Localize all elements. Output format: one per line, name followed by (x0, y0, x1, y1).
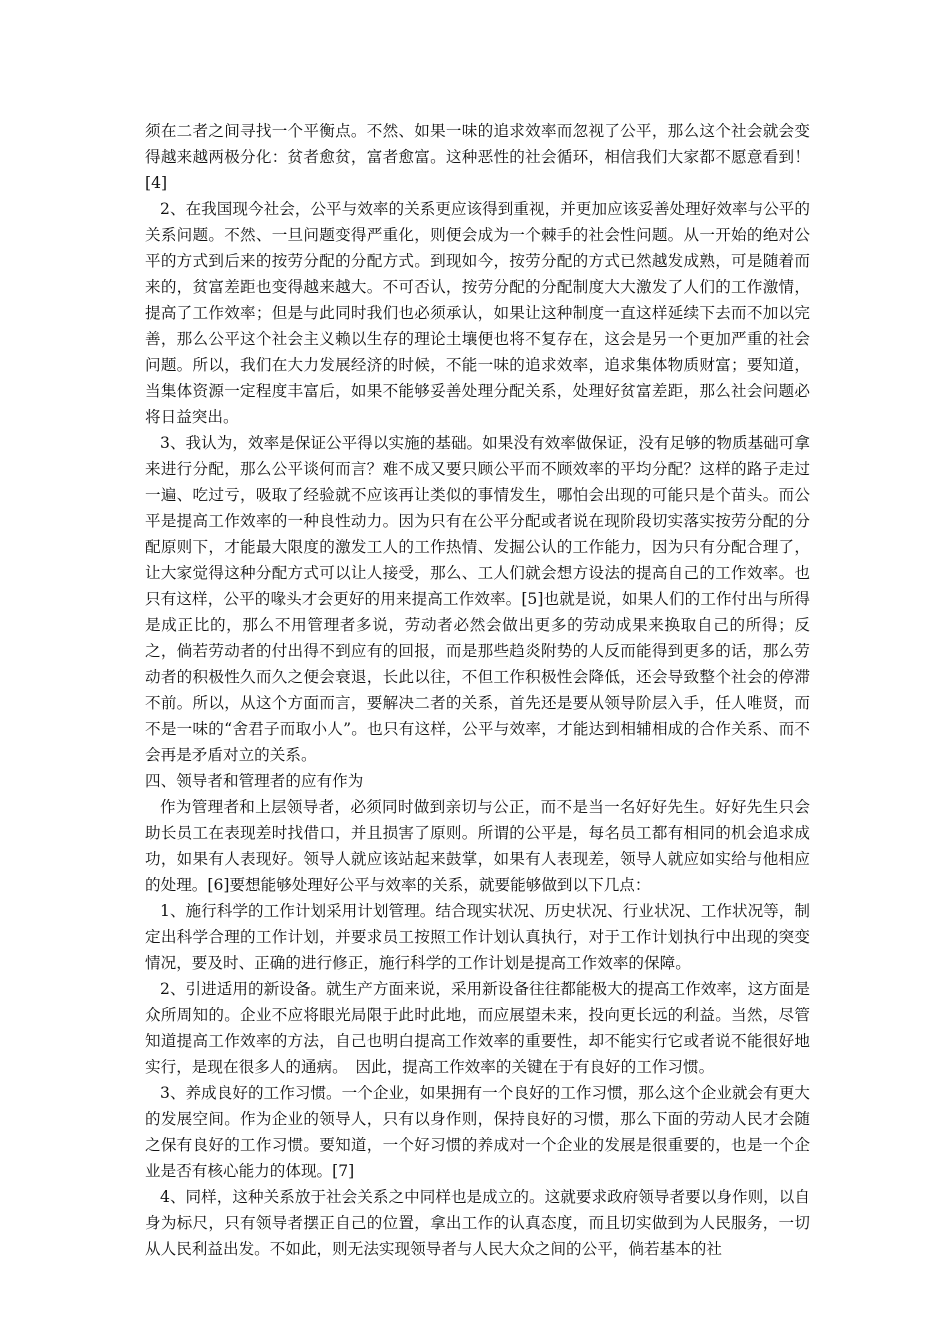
paragraph-item-4: 4、同样，这种关系放于社会关系之中同样也是成立的。这就要求政府领导者要以身作则，以自身为标尺，只有领导者摆正自己的位置，拿出工作的认真态度，而且切实做到为人民服务，一切从人民利益出发。不如此，则无法实现领导者与人民大众之间的公平，倘若基本的社 (145, 1188, 810, 1258)
paragraph-point-3: 3、我认为，效率是保证公平得以实施的基础。如果没有效率做保证，没有足够的物质基础可拿来进行分配，那么公平谈何而言？难不成又要只顾公平而不顾效率的平均分配？这样的路子走过一遍、吃过亏，吸取了经验就不应该再让类似的事情发生，哪怕会出现的可能只是个苗头。而公平是提高工作效率的一种良性动力。因为只有在公平分配或者说在现阶段切实落实按劳分配的分配原则下，才能最大限度的激发工人的工作热情、发掘公认的工作能力，因为只有分配合理了，让大家觉得这种分配方式可以让人接受，那么、工人们就会想方设法的提高自己的工作效率。也只有这样，公平的喙头才会更好的用来提高工作效率。[5]也就是说，如果人们的工作付出与所得是成正比的，那么不用管理者多说，劳动者必然会做出更多的劳动成果来换取自己的所得；反之，倘若劳动者的付出得不到应有的回报，而是那些趋炎附势的人反而能得到更多的话，那么劳动者的积极性久而久之便会衰退，长此以往，不但工作积极性会降低，还会导致整个社会的停滞不前。所以，从这个方面而言，要解决二者的关系，首先还是要从领导阶层入手，任人唯贤，而不是一味的“舍君子而取小人”。也只有这样，公平与效率，才能达到相辅相成的合作关系、而不会再是矛盾对立的关系。 (145, 434, 810, 764)
document-body (145, 118, 810, 1262)
section-heading: 四、领导者和管理者的应有作为 (145, 772, 364, 790)
paragraph-point-2: 2、在我国现今社会，公平与效率的关系更应该得到重视，并更加应该妥善处理好效率与公平的关系问题。不然、一旦问题变得严重化，则便会成为一个棘手的社会性问题。从一开始的绝对公平的方式到后来的按劳分配的分配方式。到现如今，按劳分配的方式已然越发成熟，可是随着而来的，贫富差距也变得越来越大。不可否认，按劳分配的分配制度大大激发了人们的工作激情，提高了工作效率；但是与此同时我们也必须承认，如果让这种制度一直这样延续下去而不加以完善，那么公平这个社会主义赖以生存的理论土壤便也将不复存在，这会是另一个更加严重的社会问题。所以，我们在大力发展经济的时候，不能一味的追求效率，追求集体物质财富；要知道，当集体资源一定程度丰富后，如果不能够妥善处理分配关系，处理好贫富差距，那么社会问题必将日益突出。 (145, 200, 810, 426)
paragraph-item-3: 3、养成良好的工作习惯。一个企业，如果拥有一个良好的工作习惯，那么这个企业就会有更大的发展空间。作为企业的领导人，只有以身作则，保持良好的习惯，那么下面的劳动人民才会随之保有良好的工作习惯。要知道，一个好习惯的养成对一个企业的发展是很重要的，也是一个企业是否有核心能力的体现。[7] (145, 1084, 810, 1180)
paragraph-item-2: 2、引进适用的新设备。就生产方面来说，采用新设备往往都能极大的提高工作效率，这方面是众所周知的。企业不应将眼光局限于此时此地，而应展望未来，投向更长远的利益。当然，尽管知道提高工作效率的方法，自己也明白提高工作效率的重要性，却不能实行它或者说不能很好地实行，是现在很多人的通病。 因此，提高工作效率的关键在于有良好的工作习惯。 (145, 980, 810, 1076)
paragraph-continuation: 须在二者之间寻找一个平衡点。不然、如果一味的追求效率而忽视了公平，那么这个社会就会变得越来越两极分化：贫者愈贫，富者愈富。这种恶性的社会循环，相信我们大家都不愿意看到！[4] (145, 122, 810, 192)
paragraph-section-intro: 作为管理者和上层领导者，必须同时做到亲切与公正，而不是当一名好好先生。好好先生只会助长员工在表现差时找借口，并且损害了原则。所谓的公平是，每名员工都有相同的机会追求成功，如果有人表现好。领导人就应该站起来鼓掌，如果有人表现差，领导人就应如实给与他相应的处理。[6]要想能够处理好公平与效率的关系，就要能够做到以下几点： (145, 798, 810, 894)
paragraph-item-1: 1、施行科学的工作计划采用计划管理。结合现实状况、历史状况、行业状况、工作状况等，制定出科学合理的工作计划，并要求员工按照工作计划认真执行，对于工作计划执行中出现的突变情况，要及时、正确的进行修正，施行科学的工作计划是提高工作效率的保障。 (145, 902, 810, 972)
